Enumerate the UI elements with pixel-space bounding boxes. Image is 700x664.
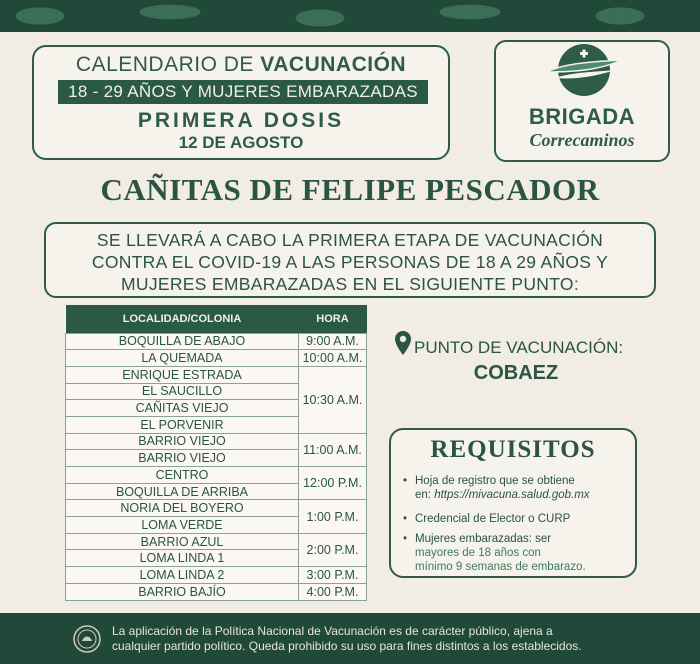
column-header-time: HORA bbox=[299, 305, 367, 333]
locality-cell: LOMA LINDA 2 bbox=[66, 567, 299, 584]
national-seal-icon bbox=[72, 624, 102, 654]
vaccination-point-value: COBAEZ bbox=[473, 362, 559, 384]
requirement-text: Hoja de registro que se obtiene bbox=[415, 475, 575, 487]
requirement-item bbox=[405, 474, 631, 502]
locality-cell: EL PORVENIR bbox=[66, 416, 299, 433]
calendar-title-bold: VACUNACIÓN bbox=[260, 53, 407, 76]
brigada-logo-box bbox=[494, 40, 670, 162]
locality-cell: CENTRO bbox=[66, 467, 299, 484]
legal-line: La aplicación de la Política Nacional de Vacunación es de carácter público, ajena a bbox=[112, 624, 553, 638]
announcement-box bbox=[44, 222, 656, 298]
calendar-title-box bbox=[32, 45, 450, 160]
calendar-title bbox=[34, 53, 448, 77]
time-cell: 2:00 P.M. bbox=[299, 533, 367, 566]
time-cell: 11:00 A.M. bbox=[299, 433, 367, 466]
time-cell: 10:00 A.M. bbox=[299, 350, 367, 367]
time-cell: 3:00 P.M. bbox=[299, 567, 367, 584]
registration-link[interactable]: https://mivacuna.salud.gob.mx bbox=[434, 489, 590, 501]
table-row bbox=[66, 567, 367, 584]
bullet-icon: • bbox=[403, 475, 408, 487]
place-title: CAÑITAS DE FELIPE PESCADOR bbox=[100, 172, 600, 207]
column-header-locality: LOCALIDAD/COLONIA bbox=[66, 305, 299, 333]
time-cell: 10:30 A.M. bbox=[299, 366, 367, 433]
locality-cell: ENRIQUE ESTRADA bbox=[66, 366, 299, 383]
decorative-top-band bbox=[0, 0, 700, 32]
legal-notice bbox=[112, 624, 672, 654]
locality-cell: NORIA DEL BOYERO bbox=[66, 500, 299, 517]
bullet-icon: • bbox=[403, 513, 408, 525]
announcement-line: CONTRA EL COVID-19 A LAS PERSONAS DE 18 A 29 AÑOS Y bbox=[91, 252, 609, 272]
table-row bbox=[66, 333, 367, 350]
table-row bbox=[66, 467, 367, 484]
dose-label: PRIMERA DOSIS bbox=[137, 109, 345, 132]
locality-cell: LA QUEMADA bbox=[66, 350, 299, 367]
locality-cell: BARRIO AZUL bbox=[66, 533, 299, 550]
roadrunner-logo-icon bbox=[544, 42, 624, 100]
schedule-table bbox=[65, 305, 367, 601]
time-cell: 9:00 A.M. bbox=[299, 333, 367, 350]
table-row bbox=[66, 366, 367, 383]
location-pin-icon bbox=[394, 330, 412, 356]
locality-cell: BARRIO VIEJO bbox=[66, 433, 299, 450]
time-cell: 4:00 P.M. bbox=[299, 583, 367, 600]
announcement-line: SE LLEVARÁ A CABO LA PRIMERA ETAPA DE VACUNACIÓN bbox=[96, 230, 604, 250]
requirement-item bbox=[405, 512, 631, 526]
table-row bbox=[66, 433, 367, 450]
time-cell: 1:00 P.M. bbox=[299, 500, 367, 533]
requirement-text-highlight: mayores de 18 años con bbox=[415, 547, 541, 559]
locality-cell: EL SAUCILLO bbox=[66, 383, 299, 400]
date-label: 12 DE AGOSTO bbox=[178, 133, 304, 152]
table-row bbox=[66, 500, 367, 517]
locality-cell: BARRIO VIEJO bbox=[66, 450, 299, 467]
locality-cell: LOMA VERDE bbox=[66, 517, 299, 534]
calendar-title-prefix: CALENDARIO DE bbox=[75, 53, 254, 76]
locality-cell: LOMA LINDA 1 bbox=[66, 550, 299, 567]
requirements-box bbox=[389, 428, 637, 578]
requirement-text: Credencial de Elector o CURP bbox=[415, 513, 571, 525]
vaccination-point-label: PUNTO DE VACUNACIÓN: bbox=[414, 338, 624, 357]
brand-name: BRIGADA bbox=[528, 104, 636, 129]
locality-cell: BOQUILLA DE ARRIBA bbox=[66, 483, 299, 500]
requirements-title: REQUISITOS bbox=[430, 436, 596, 463]
requirement-url-prefix: en: bbox=[415, 489, 431, 501]
announcement-line: MUJERES EMBARAZADAS EN EL SIGUIENTE PUNTO: bbox=[121, 274, 579, 294]
requirement-text: Mujeres embarazadas: ser bbox=[415, 533, 552, 545]
locality-cell: BARRIO BAJÍO bbox=[66, 583, 299, 600]
locality-cell: BOQUILLA DE ABAJO bbox=[66, 333, 299, 350]
legal-line: cualquier partido político. Queda prohibido su uso para fines distintos a los establecidos. bbox=[112, 639, 582, 653]
time-cell: 12:00 P.M. bbox=[299, 467, 367, 500]
table-row bbox=[66, 583, 367, 600]
bullet-icon: • bbox=[403, 533, 408, 545]
table-row bbox=[66, 350, 367, 367]
locality-cell: CAÑITAS VIEJO bbox=[66, 400, 299, 417]
age-group-band: 18 - 29 AÑOS Y MUJERES EMBARAZADAS bbox=[58, 80, 428, 104]
table-row bbox=[66, 533, 367, 550]
requirement-text-highlight: mínimo 9 semanas de embarazo. bbox=[415, 561, 586, 573]
requirement-item bbox=[405, 532, 631, 574]
footer-bar bbox=[0, 613, 700, 664]
brand-subname: Correcaminos bbox=[529, 130, 635, 150]
